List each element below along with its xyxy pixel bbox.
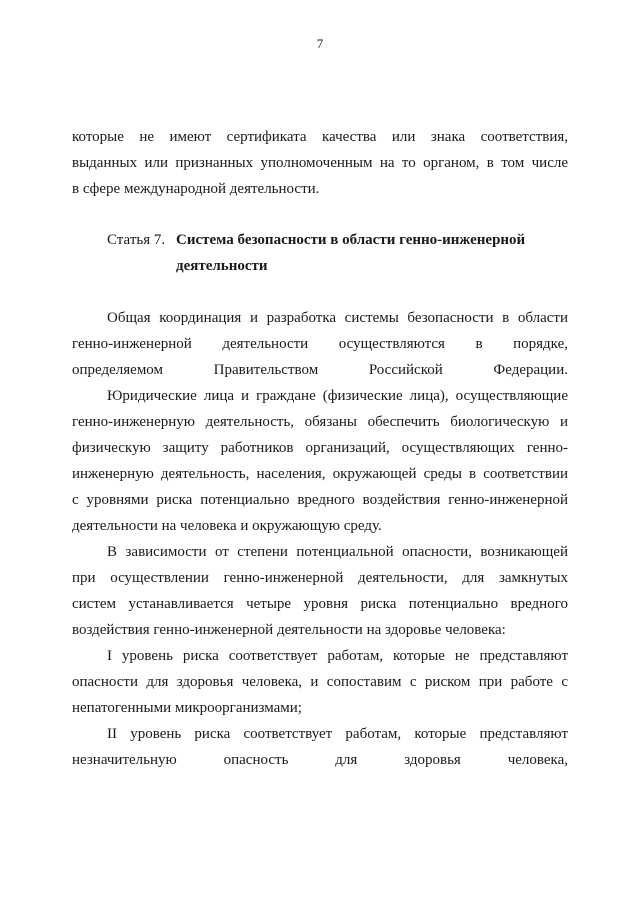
article-title-line2: деятельности — [176, 258, 268, 274]
text-line: определяемом Правительством Российской Федерации. — [72, 362, 568, 378]
text-line: В зависимости от степени потенциальной опасности, возникающей — [107, 544, 568, 560]
text-line: с уровнями риска потенциально вредного воздействия генно-инженерной — [72, 492, 568, 508]
text-line: непатогенными микроорганизмами; — [72, 700, 302, 716]
text-line: опасности для здоровья человека, и сопоставим с риском при работе с — [72, 674, 568, 690]
text-line: физическую защиту работников организаций, осуществляющих генно- — [72, 440, 568, 456]
text-line: деятельности на человека и окружающую среду. — [72, 518, 382, 534]
text-line: воздействия генно-инженерной деятельности на здоровье человека: — [72, 622, 506, 638]
page-number: 7 — [316, 36, 324, 51]
text-line: Общая координация и разработка системы безопасности в области — [107, 310, 568, 326]
text-line: Юридические лица и граждане (физические лица), осуществляющие — [107, 388, 568, 404]
text-line: генно-инженерную деятельность, обязаны обеспечить биологическую и — [72, 414, 568, 430]
article-title-line1: Система безопасности в области генно-инженерной — [176, 232, 526, 248]
text-line: выданных или признанных уполномоченным на то органом, в том числе — [72, 155, 568, 171]
text-line: II уровень риска соответствует работам, которые представляют — [107, 726, 568, 742]
text-line: систем устанавливается четыре уровня риска потенциально вредного — [72, 596, 568, 612]
text-line: в сфере международной деятельности. — [72, 181, 320, 197]
article-number: Статья 7. — [107, 232, 166, 248]
text-line: которые не имеют сертификата качества или знака соответствия, — [72, 129, 568, 145]
text-line: I уровень риска соответствует работам, которые не представляют — [107, 648, 568, 664]
text-line: незначительную опасность для здоровья человека, — [72, 752, 568, 768]
text-line: генно-инженерной деятельности осуществляются в порядке, — [72, 336, 568, 352]
text-line: при осуществлении генно-инженерной деятельности, для замкнутых — [72, 570, 568, 586]
text-line: инженерную деятельность, населения, окружающей среды в соответствии — [72, 466, 568, 482]
